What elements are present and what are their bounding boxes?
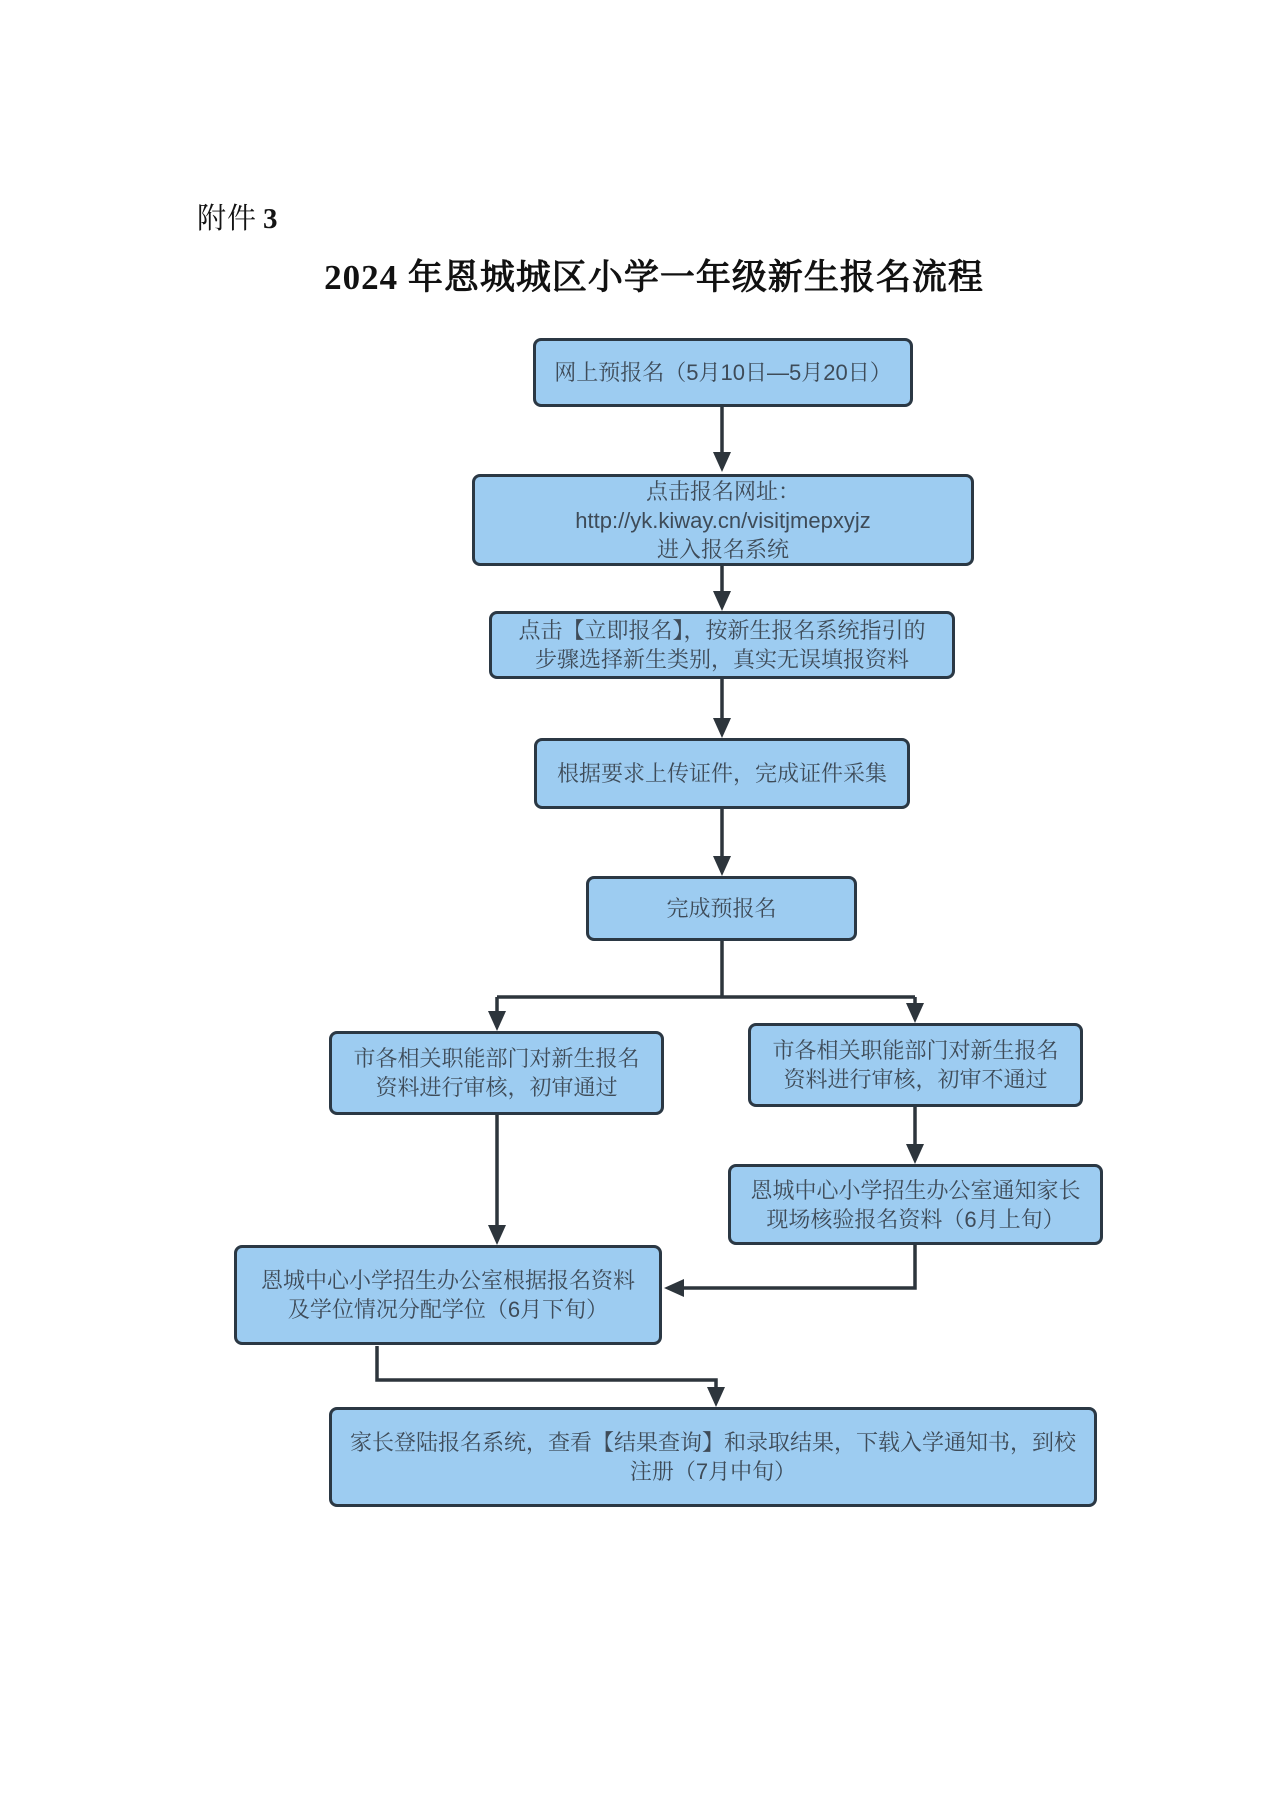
flow-node-line: 恩城中心小学招生办公室根据报名资料 xyxy=(260,1268,635,1293)
flow-node-upload-documents xyxy=(534,738,910,809)
flow-split-line xyxy=(497,941,915,1011)
flow-node-line: 资料进行审核，初审通过 xyxy=(375,1075,618,1100)
flow-node-check-results xyxy=(329,1407,1097,1507)
flow-arrowhead-icon xyxy=(707,1387,725,1407)
flow-node-line: 市各相关职能部门对新生报名 xyxy=(353,1046,640,1071)
flow-node-line: 完成预报名 xyxy=(666,896,777,921)
attachment-label xyxy=(197,196,279,237)
flow-arrowhead-icon xyxy=(713,718,731,738)
flow-arrowhead-icon xyxy=(906,1144,924,1164)
flow-arrowhead-icon xyxy=(713,452,731,472)
flow-node-complete-preregistration xyxy=(586,876,857,941)
flow-node-fill-information xyxy=(489,611,955,679)
flow-arrowhead-icon xyxy=(488,1225,506,1245)
flow-arrowhead-icon xyxy=(664,1279,684,1297)
flow-node-line: 及学位情况分配学位（6月下旬） xyxy=(287,1297,609,1322)
flow-node-registration-url xyxy=(472,474,974,566)
flow-node-review-approved xyxy=(329,1031,664,1115)
flow-elbow-line xyxy=(377,1346,716,1387)
flow-node-review-rejected xyxy=(748,1023,1083,1107)
flow-node-line: 现场核验报名资料（6月上旬） xyxy=(766,1206,1065,1232)
attachment-label-text: 附件 xyxy=(197,203,258,235)
flow-node-line: 资料进行审核，初审不通过 xyxy=(783,1067,1048,1092)
flow-node-allocate-places xyxy=(234,1245,662,1345)
flow-node-line: 点击【立即报名】，按新生报名系统指引的 xyxy=(518,618,926,643)
flow-node-onsite-verification xyxy=(728,1164,1103,1245)
flow-arrowhead-icon xyxy=(713,856,731,876)
flow-node-line: 进入报名系统 xyxy=(656,536,789,562)
flow-node-line: 网上预报名（5月10日—5月20日） xyxy=(554,360,892,385)
flow-node-line: 注册（7月中旬） xyxy=(629,1459,797,1484)
attachment-number: 3 xyxy=(263,203,279,235)
flow-node-line: 恩城中心小学招生办公室通知家长 xyxy=(750,1177,1081,1203)
flow-node-online-preregistration xyxy=(533,338,913,407)
flow-arrowhead-icon xyxy=(488,1011,506,1031)
flow-node-line: 根据要求上传证件，完成证件采集 xyxy=(556,761,887,786)
registration-url-text: http://yk.kiway.cn/visitjmepxyjz xyxy=(575,507,871,533)
flow-node-line: 步骤选择新生类别，真实无误填报资料 xyxy=(534,647,909,672)
page-title: 2024 年恩城城区小学一年级新生报名流程 xyxy=(324,258,984,297)
flow-arrowhead-icon xyxy=(713,591,731,611)
flow-node-line: 市各相关职能部门对新生报名 xyxy=(772,1038,1059,1063)
flow-node-line: 点击报名网址： xyxy=(645,478,800,504)
flow-node-line: 家长登陆报名系统，查看【结果查询】和录取结果，下载入学通知书，到校 xyxy=(349,1430,1076,1455)
flow-arrowhead-icon xyxy=(906,1003,924,1023)
flow-elbow-line xyxy=(684,1245,915,1288)
